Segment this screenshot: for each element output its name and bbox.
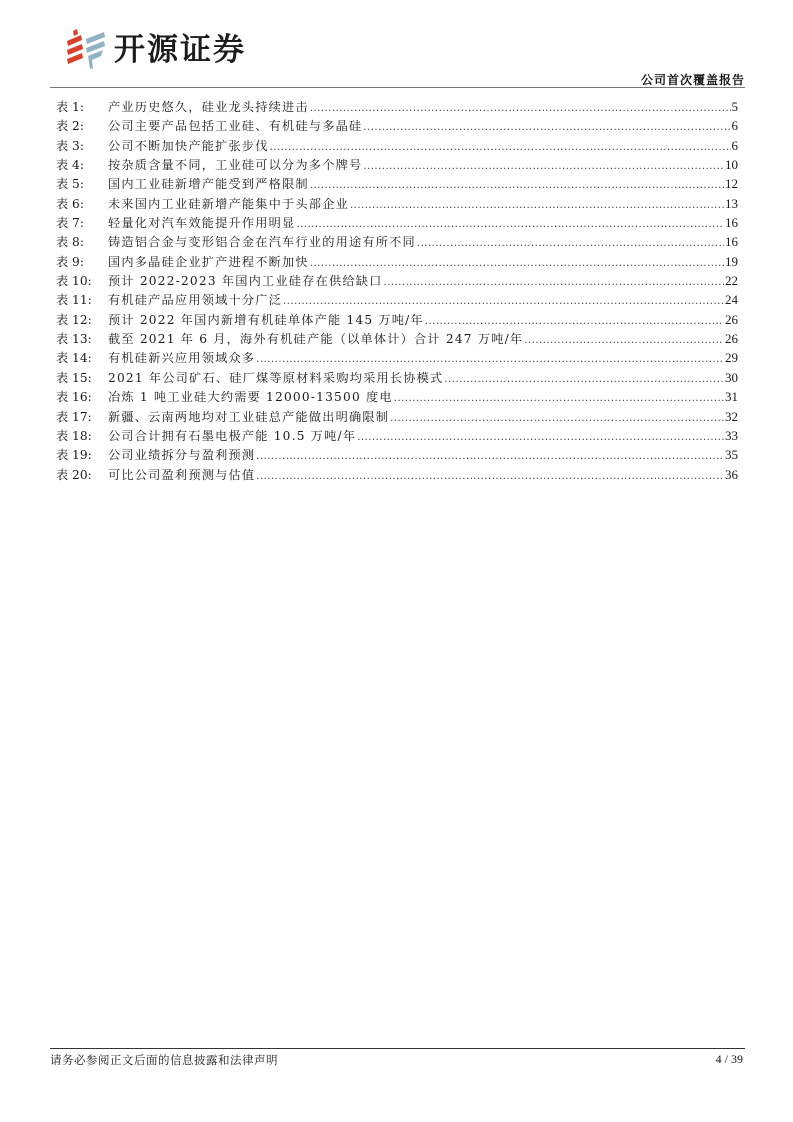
dot-leader: [270, 138, 731, 157]
toc-entry-title: 截至 2021 年 6 月，海外有机硅产能（以单体计）合计 247 万吨/年: [108, 332, 524, 347]
toc-entry-label: 表 6:: [56, 196, 84, 211]
toc-entry-page: 6: [731, 118, 738, 134]
toc-entry[interactable]: [56, 348, 738, 367]
toc-entry-title: 新疆、云南两地均对工业硅总产能做出明确限制: [108, 409, 390, 424]
report-type-label: 公司首次覆盖报告: [640, 73, 745, 87]
dot-leader: [256, 467, 724, 486]
dot-leader: [444, 370, 724, 389]
header-divider: [50, 87, 745, 88]
toc-entry-page: 16: [725, 234, 738, 250]
toc-entry[interactable]: [56, 213, 738, 232]
toc-entry-page: 35: [725, 447, 738, 463]
table-of-contents: [56, 97, 738, 484]
toc-entry-page: 29: [725, 350, 738, 366]
toc-entry-label: 表 3:: [56, 138, 84, 153]
toc-entry-title: 2021 年公司矿石、硅厂煤等原材料采购均采用长协模式: [108, 370, 444, 385]
toc-entry-label: 表 8:: [56, 235, 84, 250]
toc-entry-label: 表 18:: [56, 428, 92, 443]
toc-entry-page: 36: [725, 466, 738, 482]
toc-entry[interactable]: [56, 271, 738, 290]
toc-entry-page: 5: [731, 99, 738, 114]
toc-entry[interactable]: [56, 194, 738, 213]
toc-entry-title: 有机硅产品应用领域十分广泛: [108, 293, 283, 308]
toc-entry-page: 12: [725, 176, 738, 192]
toc-entry-label: 表 4:: [56, 158, 84, 173]
toc-entry[interactable]: [56, 368, 738, 387]
toc-entry-page: 30: [725, 369, 738, 385]
page-number: 4 / 39: [715, 1052, 743, 1066]
toc-entry[interactable]: [56, 136, 738, 155]
toc-entry-page: 26: [725, 311, 738, 327]
toc-entry-title: 轻量化对汽车效能提升作用明显: [108, 216, 296, 231]
dot-leader: [394, 389, 724, 408]
toc-entry[interactable]: [56, 290, 738, 309]
toc-entry-page: 31: [725, 389, 738, 405]
toc-entry-page: 32: [725, 408, 738, 424]
footer-divider: [50, 1048, 745, 1049]
toc-entry-label: 表 20:: [56, 467, 92, 482]
toc-entry[interactable]: [56, 174, 738, 193]
toc-entry-label: 表 9:: [56, 254, 84, 269]
toc-entry-title: 国内多晶硅企业扩产进程不断加快: [108, 254, 309, 269]
dot-leader: [363, 118, 730, 137]
toc-entry[interactable]: [56, 155, 738, 174]
dot-leader: [390, 409, 724, 428]
toc-entry[interactable]: [56, 407, 738, 426]
toc-entry-label: 表 15:: [56, 370, 92, 385]
toc-entry-label: 表 12:: [56, 312, 92, 327]
toc-entry-title: 未来国内工业硅新增产能集中于头部企业: [108, 196, 349, 211]
toc-entry-title: 国内工业硅新增产能受到严格限制: [108, 177, 309, 192]
toc-entry-title: 有机硅新兴应用领域众多: [108, 351, 256, 366]
dot-leader: [357, 428, 724, 447]
toc-entry-page: 16: [725, 215, 738, 231]
dot-leader: [310, 254, 724, 273]
toc-entry[interactable]: [56, 445, 738, 464]
toc-entry-label: 表 7:: [56, 216, 84, 231]
toc-entry-label: 表 2:: [56, 119, 84, 134]
brand-logo: [66, 28, 246, 72]
toc-entry-label: 表 17:: [56, 409, 92, 424]
toc-entry-page: 26: [725, 331, 738, 347]
toc-entry-title: 公司合计拥有石墨电极产能 10.5 万吨/年: [108, 428, 357, 443]
dot-leader: [256, 447, 724, 466]
toc-entry-title: 铸造铝合金与变形铝合金在汽车行业的用途有所不同: [108, 235, 416, 250]
dot-leader: [363, 157, 724, 176]
logo-mark-icon: [66, 29, 106, 71]
toc-entry-label: 表 19:: [56, 448, 92, 463]
toc-entry-label: 表 14:: [56, 351, 92, 366]
toc-entry-page: 6: [731, 137, 738, 153]
toc-entry[interactable]: [56, 329, 738, 348]
toc-entry[interactable]: [56, 116, 738, 135]
toc-entry-title: 公司业绩拆分与盈利预测: [108, 448, 256, 463]
toc-entry-page: 24: [725, 292, 738, 308]
dot-leader: [283, 292, 724, 311]
toc-entry-title: 按杂质含量不同，工业硅可以分为多个牌号: [108, 158, 363, 173]
toc-entry-label: 表 5:: [56, 177, 84, 192]
dot-leader: [256, 350, 724, 369]
toc-entry-label: 表 1:: [56, 100, 84, 114]
toc-entry-title: 冶炼 1 吨工业硅大约需要 12000-13500 度电: [108, 390, 393, 405]
toc-entry[interactable]: [56, 465, 738, 484]
toc-entry-label: 表 13:: [56, 332, 92, 347]
toc-entry-title: 产业历史悠久，硅业龙头持续进击: [108, 100, 309, 114]
dot-leader: [524, 331, 724, 350]
toc-entry[interactable]: [56, 232, 738, 251]
toc-entry[interactable]: [56, 97, 738, 116]
dot-leader: [425, 312, 724, 331]
toc-entry[interactable]: [56, 426, 738, 445]
toc-entry-title: 可比公司盈利预测与估值: [108, 467, 256, 482]
toc-entry-page: 13: [725, 195, 738, 211]
toc-entry-page: 10: [725, 157, 738, 173]
dot-leader: [310, 99, 731, 118]
footer-disclaimer: 请务必参阅正文后面的信息披露和法律声明: [50, 1053, 278, 1067]
brand-name: 开源证券: [114, 32, 246, 68]
toc-entry[interactable]: [56, 387, 738, 406]
toc-entry-title: 公司不断加快产能扩张步伐: [108, 138, 269, 153]
toc-entry[interactable]: [56, 252, 738, 271]
toc-entry-page: 33: [725, 427, 738, 443]
toc-entry-title: 预计 2022-2023 年国内工业硅存在供给缺口: [108, 274, 383, 289]
dot-leader: [350, 196, 724, 215]
toc-entry-title: 公司主要产品包括工业硅、有机硅与多晶硅: [108, 119, 363, 134]
toc-entry-title: 预计 2022 年国内新增有机硅单体产能 145 万吨/年: [108, 312, 424, 327]
dot-leader: [296, 215, 724, 234]
toc-entry-page: 22: [725, 273, 738, 289]
dot-leader: [384, 273, 724, 292]
toc-entry-page: 19: [725, 253, 738, 269]
dot-leader: [417, 234, 724, 253]
toc-entry-label: 表 10:: [56, 274, 92, 289]
toc-entry[interactable]: [56, 310, 738, 329]
dot-leader: [310, 176, 724, 195]
toc-entry-label: 表 11:: [56, 293, 92, 308]
toc-entry-label: 表 16:: [56, 390, 92, 405]
